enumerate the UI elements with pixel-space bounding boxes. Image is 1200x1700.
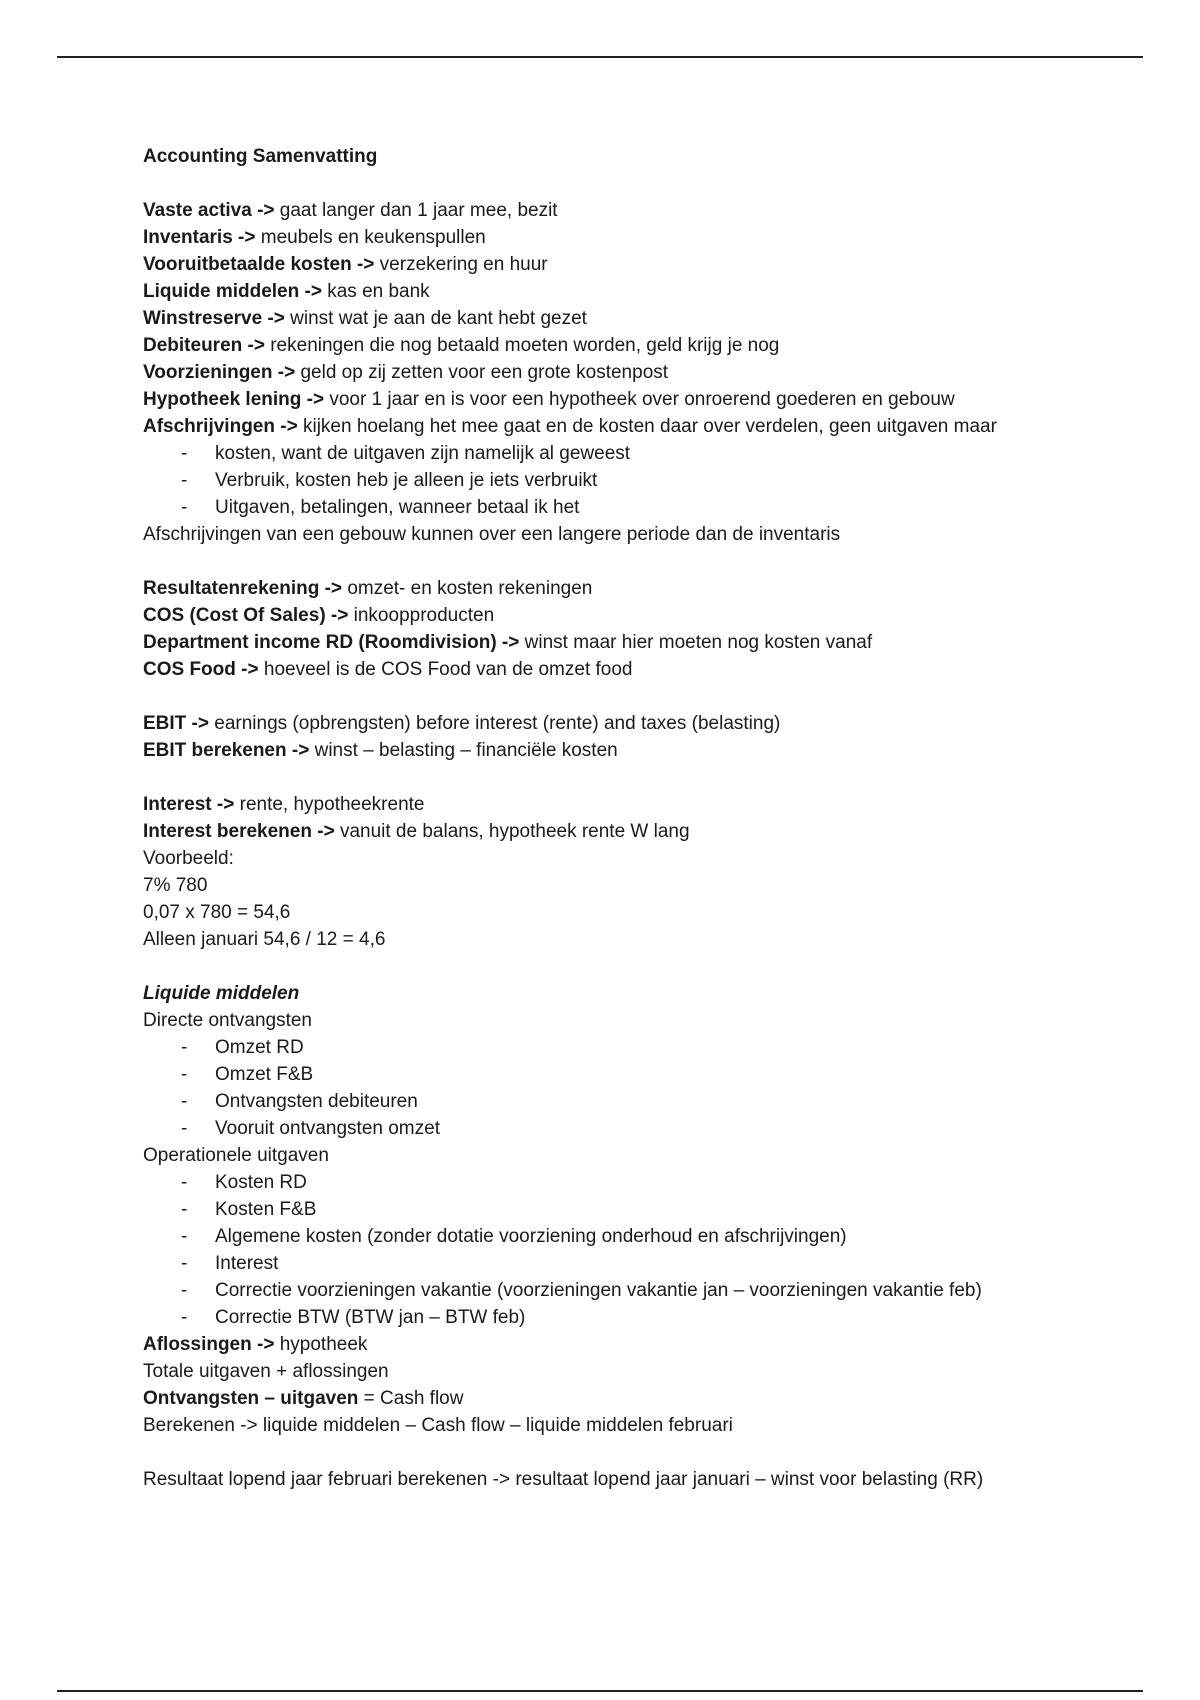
definition-line: Department income RD (Roomdivision) -> winst maar hier moeten nog kosten vanaf bbox=[143, 632, 873, 653]
document-title: Accounting Samenvatting bbox=[143, 146, 378, 167]
definition-line: Debiteuren -> rekeningen die nog betaald moeten worden, geld krijg je nog bbox=[143, 335, 780, 356]
totals-line: Totale uitgaven + aflossingen bbox=[143, 1361, 389, 1382]
list-item: - Correctie voorzieningen vakantie (voorzieningen vakantie jan – voorzieningen vakantie feb) bbox=[181, 1280, 982, 1301]
list-item: - Kosten F&B bbox=[181, 1199, 317, 1220]
list-item: - Verbruik, kosten heb je alleen je iets verbruikt bbox=[181, 470, 598, 491]
afschrijvingen-note: Afschrijvingen van een gebouw kunnen over een langere periode dan de inventaris bbox=[143, 524, 841, 545]
example-line: 7% 780 bbox=[143, 875, 208, 896]
header-rule bbox=[57, 56, 1143, 58]
example-line: Voorbeeld: bbox=[143, 848, 234, 869]
list-item: - Kosten RD bbox=[181, 1172, 307, 1193]
definition-line: Interest -> rente, hypotheekrente bbox=[143, 794, 425, 815]
definition-line: Interest berekenen -> vanuit de balans, hypotheek rente W lang bbox=[143, 821, 690, 842]
list-item: - Ontvangsten debiteuren bbox=[181, 1091, 418, 1112]
subheading: Operationele uitgaven bbox=[143, 1145, 329, 1166]
list-item: - Uitgaven, betalingen, wanneer betaal ik het bbox=[181, 497, 580, 518]
definition-line: COS (Cost Of Sales) -> inkoopproducten bbox=[143, 605, 495, 626]
list-item: - Omzet F&B bbox=[181, 1064, 314, 1085]
example-line: 0,07 x 780 = 54,6 bbox=[143, 902, 291, 923]
definition-line: Liquide middelen -> kas en bank bbox=[143, 281, 430, 302]
footer-rule bbox=[57, 1690, 1143, 1692]
list-item: - Omzet RD bbox=[181, 1037, 304, 1058]
definition-line: Voorzieningen -> geld op zij zetten voor een grote kostenpost bbox=[143, 362, 669, 383]
list-item: - Vooruit ontvangsten omzet bbox=[181, 1118, 440, 1139]
cashflow-line: Ontvangsten – uitgaven = Cash flow bbox=[143, 1388, 464, 1409]
calculation-line: Berekenen -> liquide middelen – Cash flow – liquide middelen februari bbox=[143, 1415, 733, 1436]
subheading: Directe ontvangsten bbox=[143, 1010, 312, 1031]
definition-line: EBIT berekenen -> winst – belasting – financiële kosten bbox=[143, 740, 618, 761]
list-item: - kosten, want de uitgaven zijn namelijk al geweest bbox=[181, 443, 631, 464]
example-line: Alleen januari 54,6 / 12 = 4,6 bbox=[143, 929, 386, 950]
list-item: - Correctie BTW (BTW jan – BTW feb) bbox=[181, 1307, 526, 1328]
definition-line: Winstreserve -> winst wat je aan de kant hebt gezet bbox=[143, 308, 587, 329]
definition-line: Resultatenrekening -> omzet- en kosten rekeningen bbox=[143, 578, 593, 599]
document-body bbox=[143, 143, 1103, 1493]
definition-line: COS Food -> hoeveel is de COS Food van de omzet food bbox=[143, 659, 633, 680]
list-item: - Algemene kosten (zonder dotatie voorziening onderhoud en afschrijvingen) bbox=[181, 1226, 847, 1247]
definition-line: Afschrijvingen -> kijken hoelang het mee gaat en de kosten daar over verdelen, geen uitgaven maar bbox=[143, 416, 997, 437]
section-heading: Liquide middelen bbox=[143, 983, 300, 1004]
list-item: - Interest bbox=[181, 1253, 279, 1274]
definition-line: Inventaris -> meubels en keukenspullen bbox=[143, 227, 486, 248]
definition-line: Hypotheek lening -> voor 1 jaar en is voor een hypotheek over onroerend goederen en gebouw bbox=[143, 389, 955, 410]
definition-line: EBIT -> earnings (opbrengsten) before interest (rente) and taxes (belasting) bbox=[143, 713, 781, 734]
definition-line: Vooruitbetaalde kosten -> verzekering en huur bbox=[143, 254, 548, 275]
definition-line: Aflossingen -> hypotheek bbox=[143, 1334, 368, 1355]
definition-line: Vaste activa -> gaat langer dan 1 jaar mee, bezit bbox=[143, 200, 558, 221]
final-line: Resultaat lopend jaar februari berekenen -> resultaat lopend jaar januari – winst voor belasting (RR) bbox=[143, 1469, 984, 1490]
